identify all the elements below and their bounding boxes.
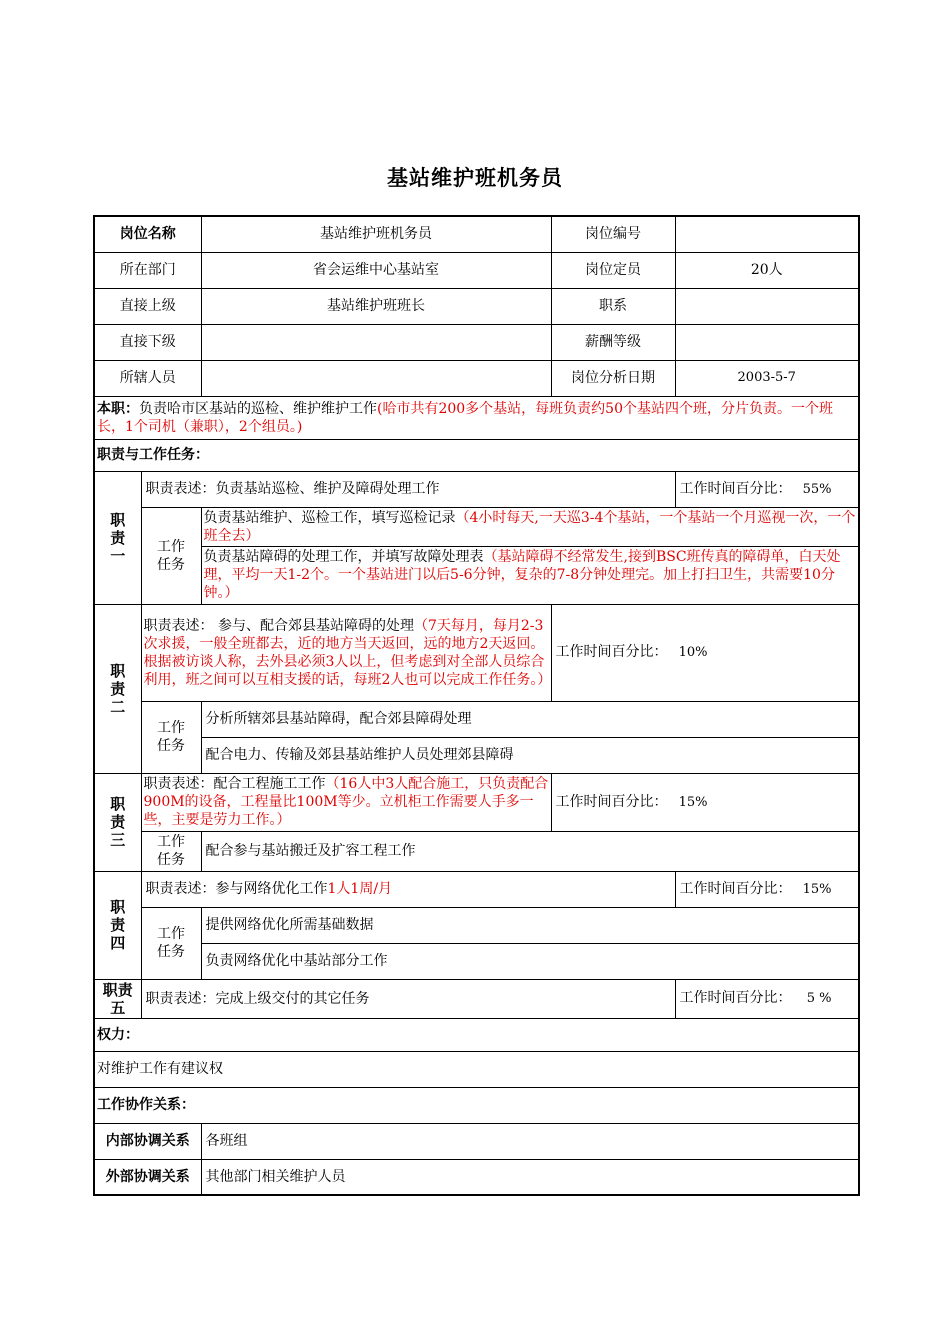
external-relation-value: 其他部门相关维护人员 [201, 1159, 859, 1195]
duty-1-desc [141, 471, 675, 507]
position-no-value [675, 216, 859, 252]
duty-row [94, 979, 859, 1018]
position-no-label: 岗位编号 [551, 216, 675, 252]
external-relation-label: 外部协调关系 [94, 1159, 201, 1195]
task-label-line: 任务 [157, 852, 185, 868]
authority-header-row [94, 1018, 859, 1051]
staff-label: 所辖人员 [94, 360, 201, 396]
duty-row [94, 604, 859, 701]
dept-value: 省会运维中心基站室 [201, 252, 551, 288]
task-row [94, 943, 859, 979]
task-text: 负责网络优化中基站部分工作 [205, 953, 388, 969]
duty-2-desc-note: （7天每月，每月2-3次求援，一般全班都去，近的地方当天返回，远的地方2天返回。根据被访谈人称，去外县必须3人以上，但考虑到对全部人员综合利用，班之间可以互相支援的话，每班2人也可以完成工作任务。） [143, 617, 552, 688]
duty-4-desc-note: 1人1周/月 [327, 881, 393, 897]
relations-label: 工作协作关系： [94, 1087, 859, 1123]
authority-text: 对维护工作有建议权 [94, 1051, 859, 1087]
position-name-value: 基站维护班机务员 [201, 216, 551, 252]
duty-2-desc [141, 604, 551, 701]
main-duty-note: (哈市共有200多个基站，每班负责约50个基站四个班，分片负责。一个班长，1个司机（兼职），2个组员。) [97, 400, 833, 435]
info-row [94, 324, 859, 360]
duty-5-heading [94, 979, 141, 1018]
duty-1-pct [675, 471, 859, 507]
superior-label: 直接上级 [94, 288, 201, 324]
task-label-line: 工作 [157, 720, 185, 736]
duty-3-desc-note: （16人中3人配合施工，只负责配合900M的设备，工程量比100M等少。立机柜工作需要人手多一些，主要是劳力工作。） [143, 776, 549, 828]
duty-4-task-label [141, 907, 201, 979]
duty-4-desc-text: 职责表述：参与网络优化工作 [145, 881, 328, 897]
task-item [201, 907, 859, 943]
task-label-line: 任务 [157, 944, 185, 960]
position-name-label: 岗位名称 [94, 216, 201, 252]
duty-3-heading [94, 773, 141, 871]
task-text: 负责基站障碍的处理工作，并填写故障处理表 [203, 549, 484, 565]
duty-2-heading [94, 604, 141, 773]
task-label-line: 任务 [157, 738, 185, 754]
duty-3-heading-line: 职 [110, 795, 126, 813]
authority-label: 权力： [94, 1018, 859, 1051]
task-item [201, 831, 859, 871]
internal-relation-label: 内部协调关系 [94, 1123, 201, 1159]
info-row [94, 360, 859, 396]
task-row [94, 546, 859, 604]
duty-4-heading-line: 职 [110, 898, 126, 916]
duty-2-pct [551, 604, 859, 701]
duty-3-task-label [141, 831, 201, 871]
task-row [94, 701, 859, 737]
task-row [94, 507, 859, 546]
salary-label: 薪酬等级 [551, 324, 675, 360]
duty-4-heading-line: 责 [110, 916, 126, 934]
duty-4-pct [675, 871, 859, 907]
duty-row [94, 471, 859, 507]
duties-header-row [94, 439, 859, 471]
task-label-line: 工作 [157, 538, 185, 555]
duty-3-heading-line: 责 [110, 813, 126, 831]
info-row [94, 252, 859, 288]
duty-3-desc-text: 职责表述：配合工程施工工作 [143, 776, 326, 792]
duty-1-heading-line: 一 [110, 546, 126, 565]
pct-value: 5 % [806, 991, 832, 1006]
info-row [94, 288, 859, 324]
duty-2-heading-line: 职 [110, 661, 126, 680]
pct-value: 10% [678, 645, 708, 660]
pct-label: 工作时间百分比： [679, 990, 792, 1006]
pct-label: 工作时间百分比： [679, 880, 792, 897]
subordinate-value [201, 324, 551, 360]
task-row [94, 907, 859, 943]
task-item [201, 737, 859, 773]
duty-3-desc [141, 773, 551, 831]
analysis-date-value: 2003-5-7 [675, 360, 859, 396]
pct-value: 15% [802, 881, 832, 897]
relations-header-row [94, 1087, 859, 1123]
info-row [94, 216, 859, 252]
quota-value: 20人 [675, 252, 859, 288]
duty-row [94, 871, 859, 907]
quota-label: 岗位定员 [551, 252, 675, 288]
duty-1-desc-text: 职责表述：负责基站巡检、维护及障碍处理工作 [145, 481, 440, 497]
duty-1-task-label [141, 507, 201, 604]
main-duty-row [94, 396, 859, 439]
duties-header: 职责与工作任务： [94, 439, 859, 471]
relation-row [94, 1159, 859, 1195]
superior-value: 基站维护班班长 [201, 288, 551, 324]
duty-1-heading-line: 责 [110, 528, 126, 547]
page-title: 基站维护班机务员 [387, 166, 563, 190]
duty-row [94, 773, 859, 831]
salary-value [675, 324, 859, 360]
internal-relation-value: 各班组 [201, 1123, 859, 1159]
duty-5-desc [141, 979, 675, 1018]
task-text: 提供网络优化所需基础数据 [205, 917, 374, 933]
analysis-date-label: 岗位分析日期 [551, 360, 675, 396]
duty-2-desc-text: 职责表述： 参与、配合郊县基站障碍的处理 [143, 617, 414, 634]
task-row [94, 737, 859, 773]
duty-2-heading-line: 二 [110, 697, 126, 716]
task-note: （基站障碍不经常发生,接到BSC班传真的障碍单，白天处理，平均一天1-2个。一个基站进门以后5-6分钟，复杂的7-8分钟处理完。加上打扫卫生，共需要10分钟。） [203, 549, 841, 601]
task-item [201, 546, 859, 604]
pct-label: 工作时间百分比： [555, 644, 668, 660]
duty-4-heading [94, 871, 141, 979]
main-duty-text: 负责哈市区基站的巡检、维护维护工作 [139, 400, 377, 417]
job-family-label: 职系 [551, 288, 675, 324]
pct-value: 55% [802, 481, 832, 497]
task-text: 配合电力、传输及郊县基站维护人员处理郊县障碍 [205, 747, 514, 763]
relation-row [94, 1123, 859, 1159]
duty-1-heading [94, 471, 141, 604]
task-text: 配合参与基站搬迁及扩容工程工作 [205, 843, 416, 859]
task-text: 分析所辖郊县基站障碍，配合郊县障碍处理 [205, 711, 472, 727]
duty-1-heading-line: 职 [110, 510, 126, 529]
staff-value [201, 360, 551, 396]
main-duty-label: 本职： [97, 400, 139, 417]
job-family-value [675, 288, 859, 324]
duty-5-heading-line: 五 [110, 998, 126, 1017]
duty-3-heading-line: 三 [110, 831, 126, 849]
pct-label: 工作时间百分比： [555, 793, 668, 810]
task-note: （4小时每天,一天巡3-4个基站，一个基站一个月巡视一次，一个班全去） [203, 509, 856, 544]
task-label-line: 工作 [157, 834, 185, 850]
duty-2-heading-line: 责 [110, 679, 126, 698]
dept-label: 所在部门 [94, 252, 201, 288]
pct-label: 工作时间百分比： [679, 480, 792, 497]
subordinate-label: 直接下级 [94, 324, 201, 360]
task-item [201, 507, 859, 546]
main-duty-cell [94, 396, 859, 439]
duty-5-pct [675, 979, 859, 1018]
job-description-table [93, 215, 860, 1196]
duty-4-desc [141, 871, 675, 907]
task-item [201, 701, 859, 737]
task-label-line: 工作 [157, 926, 185, 942]
duty-5-heading-line: 职责 [102, 980, 133, 999]
authority-row [94, 1051, 859, 1087]
pct-value: 15% [678, 794, 708, 810]
task-text: 负责基站维护、巡检工作，填写巡检记录 [203, 509, 456, 526]
duty-3-pct [551, 773, 859, 831]
duty-5-desc-text: 职责表述：完成上级交付的其它任务 [145, 990, 370, 1007]
task-label-line: 任务 [157, 556, 185, 573]
duty-2-task-label [141, 701, 201, 773]
duty-4-heading-line: 四 [110, 934, 126, 952]
task-item [201, 943, 859, 979]
task-row [94, 831, 859, 871]
